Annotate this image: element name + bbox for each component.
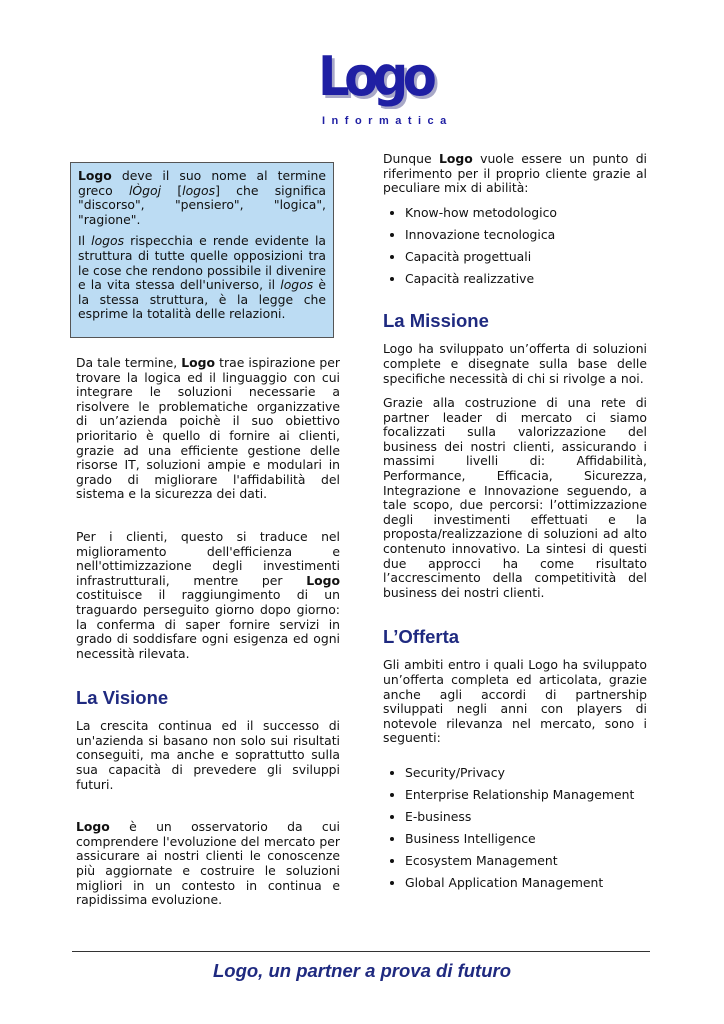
right-paragraph-3: Grazie alla costruzione di una rete di partner leader di mercato ci siamo focalizzati sulla valorizzazione del business dei nostri clienti, assicurando i massimi livelli di: Affidabilità, Performance, Efficacia, Sicurezza, Integrazione e Innovazione seguendo, a tale scopo, due percorsi: l’ottimizzazione degli investimenti effettuati e la proposta/realizzazione di soluzioni ad alto contenuto innovativo. La sintesi di questi due approcci ha come risultato l’accrescimento della competitività del business dei nostri clienti. [383, 395, 647, 600]
offerta-heading: L’Offerta [383, 626, 460, 648]
intro-paragraph-1: Logo deve il suo nome al termine greco lÒgoj [logos] che significa "discorso", "pensiero", "logica", "ragione". [78, 168, 326, 227]
left-column [76, 356, 340, 918]
brand-name: Logo [78, 168, 112, 183]
skills-list [383, 206, 647, 287]
brand-name: Logo [306, 572, 340, 588]
brand-name: Logo [76, 819, 110, 835]
list-item: • E-business [405, 810, 647, 825]
intro-box [70, 162, 334, 338]
brand-name: Logo [181, 355, 216, 370]
list-item: • Know-how metodologico [405, 206, 647, 221]
list-item: • Enterprise Relationship Management [405, 788, 647, 803]
brand-name: Logo [438, 151, 473, 166]
logo-subtitle: Informatica [322, 115, 453, 127]
left-paragraph-3: La crescita continua ed il successo di un'azienda si basano non solo sui risultati conseguiti, ma anche e soprattutto sulla sua capacità di prevedere gli sviluppi futuri. [76, 718, 340, 792]
list-item: • Ecosystem Management [405, 854, 647, 869]
logo-mark: Logo [318, 45, 432, 108]
missione-heading: La Missione [383, 310, 489, 332]
list-item: • Capacità progettuali [405, 250, 647, 265]
list-item: • Innovazione tecnologica [405, 228, 647, 243]
list-item: • Security/Privacy [405, 766, 647, 781]
right-paragraph-4: Gli ambiti entro i quali Logo ha sviluppato un’offerta completa ed articolata, grazie anche agli accordi di partnership sviluppati negli anni con players di notevole rilevanza nel mercato, sono i seguenti: [383, 657, 647, 746]
right-column [383, 152, 647, 901]
footer-slogan: Logo, un partner a prova di futuro [212, 960, 512, 981]
footer-divider [72, 951, 650, 952]
offers-list [383, 766, 647, 891]
left-paragraph-2: Per i clienti, questo si traduce nel miglioramento dell'efficienza e nell'ottimizzazione degli investimenti infrastrutturali, mentre per Logo costituisce il raggiungimento di un traguardo perseguito giorno dopo giorno: la conferma di saper fornire servizi in grado di soddisfare ogni esigenza ed ogni necessità rilevata. [76, 528, 340, 661]
right-paragraph-1: Dunque Logo vuole essere un punto di riferimento per il proprio cliente grazie al peculiare mix di abilità: [383, 151, 647, 196]
right-paragraph-2: Logo ha sviluppato un’offerta di soluzioni complete e disegnate sulla base delle specifiche necessità di chi si rivolge a noi. [383, 341, 647, 386]
intro-paragraph-2: Il logos rispecchia e rende evidente la struttura di tutte quelle opposizioni tra le cose che rendono possibile il divenire e la vita stessa dell'universo, il logos è la stessa struttura, è la legge che esprime la totalità delle relazioni. [78, 233, 327, 322]
visione-heading: La Visione [76, 687, 169, 709]
company-logo [318, 45, 453, 130]
left-paragraph-1: Da tale termine, Logo trae ispirazione per trovare la logica ed il linguaggio con cui integrare le soluzioni necessarie a risolvere le problematiche organizzative di un’azienda poichè il suo obiettivo prioritario è quello di fornire ai clienti, grazie ad una efficiente gestione delle risorse IT, soluzioni ampie e modulari in grado di migliorare l'affidabilità del sistema e la sicurezza dei dati. [76, 355, 340, 502]
list-item: • Business Intelligence [405, 832, 647, 847]
left-paragraph-4: Logo è un osservatorio da cui comprendere l'evoluzione del mercato per assicurare ai nostri clienti le conoscenze più aggiornate e costruire le soluzioni migliori in un contesto in continua e rapidissima evoluzione. [76, 819, 340, 908]
list-item: • Global Application Management [405, 876, 647, 891]
list-item: • Capacità realizzative [405, 272, 647, 287]
